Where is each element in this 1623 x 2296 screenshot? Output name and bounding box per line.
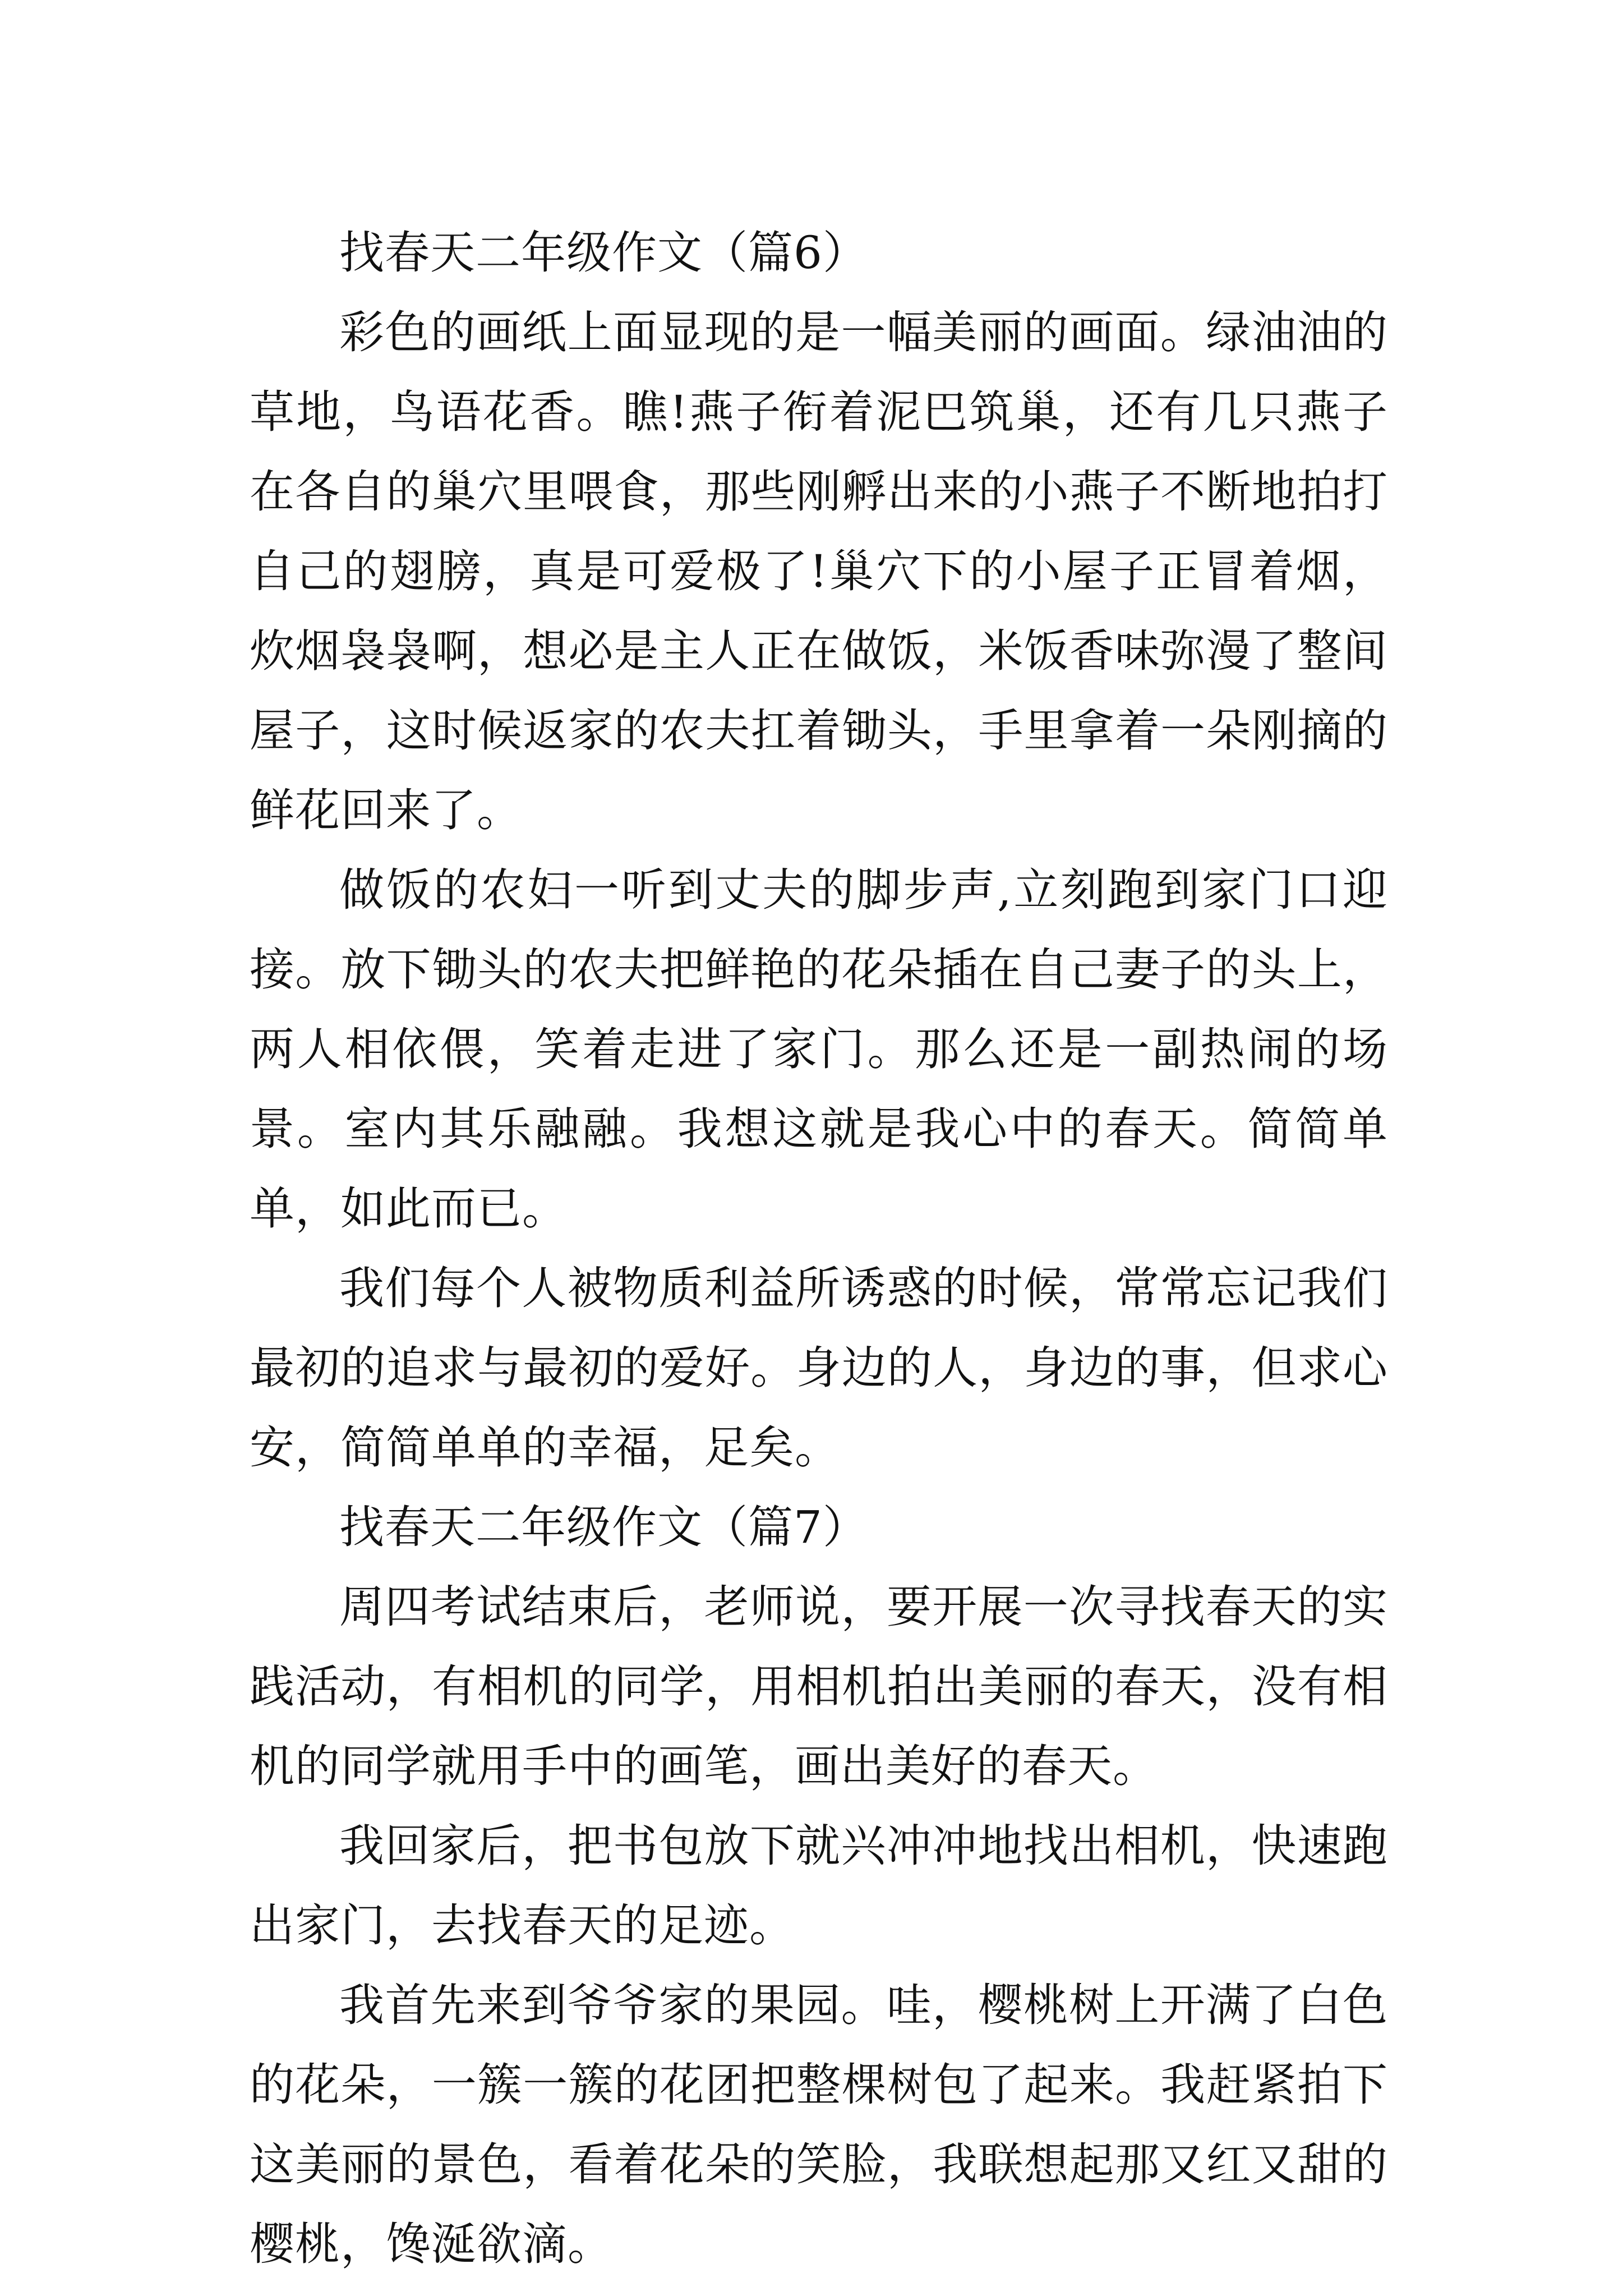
paragraph: 我首先来到爷爷家的果园。哇，樱桃树上开满了白色的花朵，一簇一簇的花团把整棵树包了起来。我赶紧拍下这美丽的景色，看着花朵的笑脸，我联想起那又红又甜的樱桃，馋涎欲滴。 xyxy=(250,1979,1388,2270)
document-page xyxy=(250,213,1388,2284)
essay-heading-7: 找春天二年级作文（篇7） xyxy=(339,1501,868,1553)
essay-heading-6: 找春天二年级作文（篇6） xyxy=(339,227,868,279)
paragraph: 我回家后，把书包放下就兴冲冲地找出相机，快速跑出家门，去找春天的足迹。 xyxy=(250,1820,1388,1952)
paragraph: 彩色的画纸上面显现的是一幅美丽的画面。绿油油的草地，鸟语花香。瞧!燕子衔着泥巴筑巢，还有几只燕子在各自的巢穴里喂食，那些刚孵出来的小燕子不断地拍打自己的翅膀，真是可爱极了!巢穴下的小屋子正冒着烟，炊烟袅袅啊，想必是主人正在做饭，米饭香味弥漫了整间屋子，这时候返家的农夫扛着锄头，手里拿着一朵刚摘的鲜花回来了。 xyxy=(250,306,1388,836)
paragraph: 做饭的农妇一听到丈夫的脚步声,立刻跑到家门口迎接。放下锄头的农夫把鲜艳的花朵插在自己妻子的头上，两人相依偎，笑着走进了家门。那么还是一副热闹的场景。室内其乐融融。我想这就是我心中的春天。简简单单，如此而已。 xyxy=(250,864,1388,1235)
paragraph: 周四考试结束后，老师说，要开展一次寻找春天的实践活动，有相机的同学，用相机拍出美丽的春天，没有相机的同学就用手中的画笔，画出美好的春天。 xyxy=(250,1581,1388,1792)
paragraph: 我们每个人被物质利益所诱惑的时候，常常忘记我们最初的追求与最初的爱好。身边的人，身边的事，但求心安，简简单单的幸福，足矣。 xyxy=(250,1262,1388,1474)
